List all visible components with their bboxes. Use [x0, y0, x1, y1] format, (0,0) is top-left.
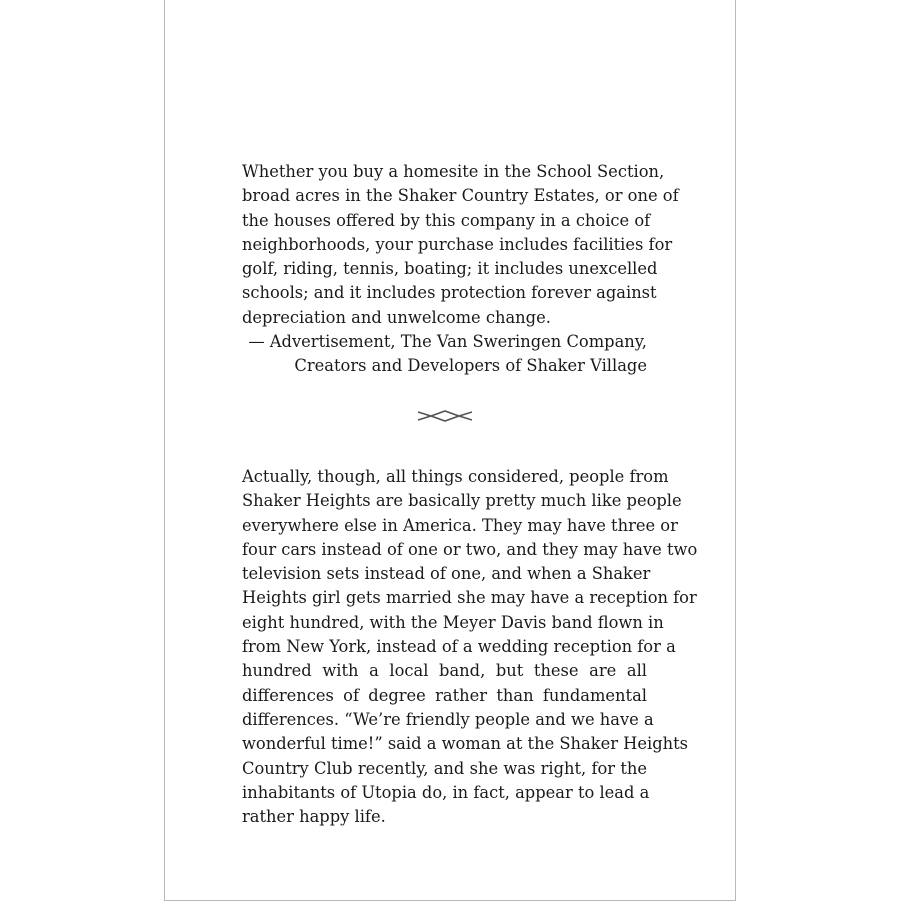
body-line: Shaker Heights are basically pretty much like people: [242, 491, 682, 511]
body-line: eight hundred, with the Meyer Davis band flown in: [242, 612, 664, 632]
epigraph-line: depreciation and unwelcome change.: [242, 307, 551, 327]
epigraph-line: golf, riding, tennis, boating; it includes unexcelled: [242, 259, 658, 279]
body-line: television sets instead of one, and when a Shaker: [242, 564, 651, 584]
body-line: differences. “We’re friendly people and we have a: [242, 709, 654, 729]
body-line: wonderful time!” said a woman at the Shaker Heights: [242, 734, 689, 754]
epigraph-line: the houses offered by this company in a choice of: [242, 210, 651, 230]
epigraph: [242, 160, 679, 379]
body-paragraph: [242, 465, 698, 829]
epigraph-attribution: Creators and Developers of Shaker Village: [294, 356, 647, 376]
body-line: differences of degree rather than fundamental: [242, 685, 647, 705]
body-line: everywhere else in America. They may have three or: [242, 515, 678, 535]
body-line: Country Club recently, and she was right, for the: [242, 758, 647, 778]
body-line: from New York, instead of a wedding reception for a: [242, 637, 676, 657]
body-line: Heights girl gets married she may have a reception for: [242, 588, 697, 608]
epigraph-line: Whether you buy a homesite in the School Section,: [242, 162, 665, 181]
epigraph-line: broad acres in the Shaker Country Estates, or one of: [242, 186, 679, 206]
body-line: four cars instead of one or two, and they may have two: [242, 539, 698, 559]
epigraph-line: neighborhoods, your purchase includes facilities for: [242, 234, 673, 254]
body-line: rather happy life.: [242, 807, 386, 827]
section-break-ornament-icon: [417, 408, 473, 424]
epigraph-attribution: — Advertisement, The Van Sweringen Company,: [248, 332, 647, 352]
body-line: hundred with a local band, but these are all: [242, 661, 647, 681]
body-line: inhabitants of Utopia do, in fact, appear to lead a: [242, 782, 650, 802]
epigraph-line: schools; and it includes protection forever against: [242, 283, 657, 303]
body-line: Actually, though, all things considered, people from: [242, 467, 669, 486]
